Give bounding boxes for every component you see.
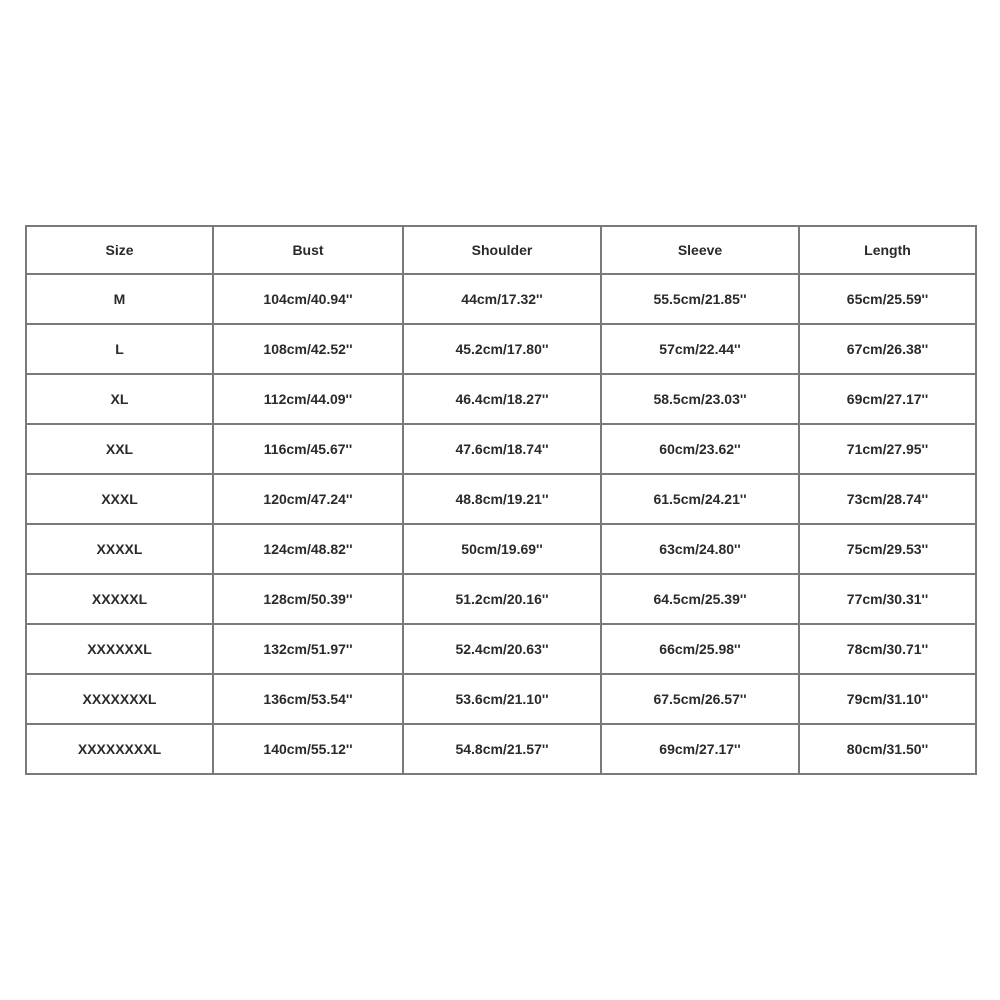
cell-sleeve: 60cm/23.62'' [601, 424, 799, 474]
cell-bust: 136cm/53.54'' [213, 674, 403, 724]
header-shoulder: Shoulder [403, 226, 601, 274]
cell-shoulder: 48.8cm/19.21'' [403, 474, 601, 524]
cell-size: XXXXL [26, 524, 213, 574]
cell-shoulder: 47.6cm/18.74'' [403, 424, 601, 474]
cell-sleeve: 66cm/25.98'' [601, 624, 799, 674]
cell-shoulder: 46.4cm/18.27'' [403, 374, 601, 424]
table-row [26, 374, 976, 424]
cell-length: 75cm/29.53'' [799, 524, 976, 574]
table-row [26, 724, 976, 774]
cell-length: 78cm/30.71'' [799, 624, 976, 674]
cell-size: XXXXXXXXL [26, 724, 213, 774]
cell-sleeve: 57cm/22.44'' [601, 324, 799, 374]
cell-length: 67cm/26.38'' [799, 324, 976, 374]
cell-length: 71cm/27.95'' [799, 424, 976, 474]
cell-size: XL [26, 374, 213, 424]
cell-bust: 140cm/55.12'' [213, 724, 403, 774]
cell-length: 69cm/27.17'' [799, 374, 976, 424]
cell-length: 65cm/25.59'' [799, 274, 976, 324]
cell-bust: 108cm/42.52'' [213, 324, 403, 374]
table-row [26, 424, 976, 474]
table-header [26, 226, 976, 274]
header-row [26, 226, 976, 274]
cell-size: XXXXXXL [26, 624, 213, 674]
cell-bust: 128cm/50.39'' [213, 574, 403, 624]
cell-sleeve: 63cm/24.80'' [601, 524, 799, 574]
cell-length: 73cm/28.74'' [799, 474, 976, 524]
table-row [26, 274, 976, 324]
header-size: Size [26, 226, 213, 274]
cell-size: XXXL [26, 474, 213, 524]
cell-sleeve: 69cm/27.17'' [601, 724, 799, 774]
cell-size: M [26, 274, 213, 324]
cell-sleeve: 67.5cm/26.57'' [601, 674, 799, 724]
header-bust: Bust [213, 226, 403, 274]
cell-bust: 104cm/40.94'' [213, 274, 403, 324]
cell-shoulder: 52.4cm/20.63'' [403, 624, 601, 674]
table-row [26, 324, 976, 374]
cell-size: L [26, 324, 213, 374]
table-row [26, 574, 976, 624]
table-row [26, 624, 976, 674]
cell-shoulder: 44cm/17.32'' [403, 274, 601, 324]
table-body [26, 274, 976, 774]
table-row [26, 674, 976, 724]
table-row [26, 474, 976, 524]
cell-size: XXXXXL [26, 574, 213, 624]
cell-bust: 120cm/47.24'' [213, 474, 403, 524]
cell-size: XXL [26, 424, 213, 474]
header-length: Length [799, 226, 976, 274]
cell-sleeve: 58.5cm/23.03'' [601, 374, 799, 424]
cell-size: XXXXXXXL [26, 674, 213, 724]
cell-shoulder: 45.2cm/17.80'' [403, 324, 601, 374]
cell-length: 80cm/31.50'' [799, 724, 976, 774]
header-sleeve: Sleeve [601, 226, 799, 274]
cell-sleeve: 61.5cm/24.21'' [601, 474, 799, 524]
cell-length: 77cm/30.31'' [799, 574, 976, 624]
cell-bust: 124cm/48.82'' [213, 524, 403, 574]
cell-sleeve: 64.5cm/25.39'' [601, 574, 799, 624]
cell-length: 79cm/31.10'' [799, 674, 976, 724]
cell-bust: 112cm/44.09'' [213, 374, 403, 424]
cell-shoulder: 53.6cm/21.10'' [403, 674, 601, 724]
cell-shoulder: 50cm/19.69'' [403, 524, 601, 574]
size-chart-table [25, 225, 977, 775]
table-row [26, 524, 976, 574]
cell-shoulder: 54.8cm/21.57'' [403, 724, 601, 774]
cell-bust: 116cm/45.67'' [213, 424, 403, 474]
cell-sleeve: 55.5cm/21.85'' [601, 274, 799, 324]
cell-shoulder: 51.2cm/20.16'' [403, 574, 601, 624]
cell-bust: 132cm/51.97'' [213, 624, 403, 674]
